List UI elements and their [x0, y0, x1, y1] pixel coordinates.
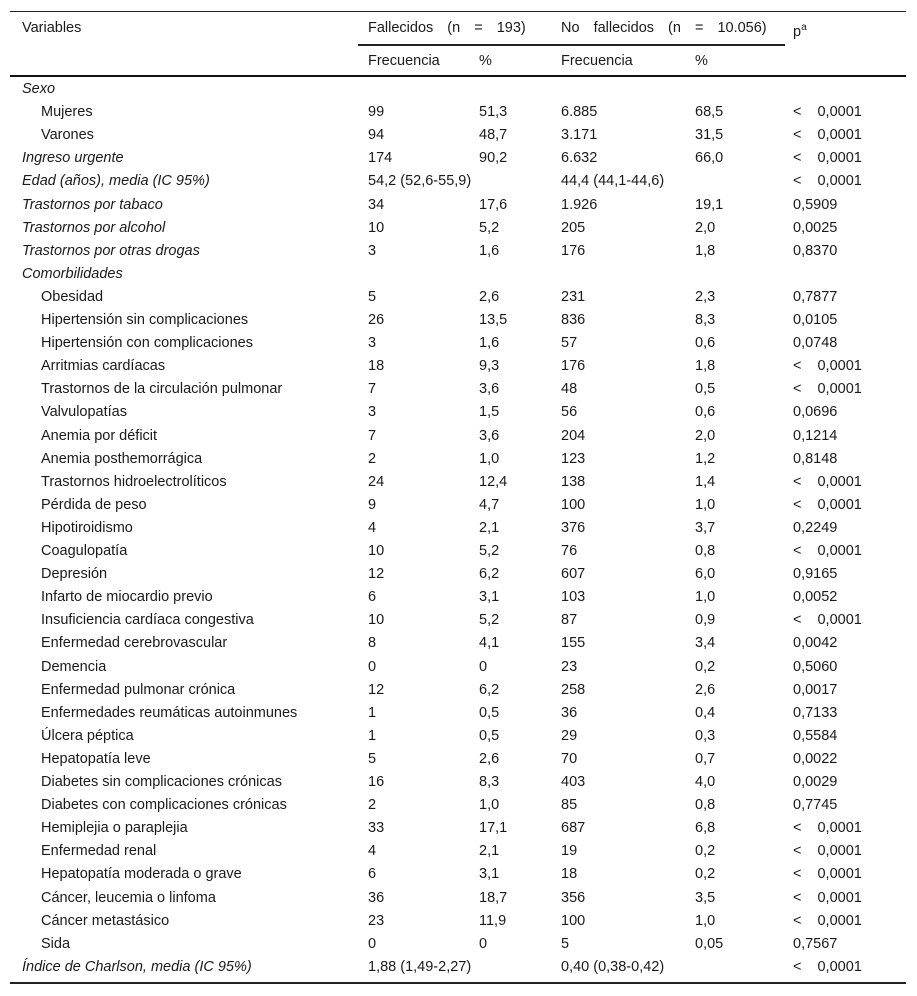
- alive-frequency: 19: [561, 843, 578, 860]
- dead-percent: 0: [479, 935, 488, 952]
- dead-percent: 5,2: [479, 543, 500, 559]
- dead-frequency: 36: [368, 889, 385, 906]
- dead-frequency: 5: [368, 750, 377, 767]
- dead-percent: 4,1: [479, 635, 500, 652]
- alive-frequency: 356: [561, 889, 586, 906]
- table-row: [10, 540, 906, 563]
- variable-label: Infarto de miocardio previo: [41, 589, 213, 606]
- dead-frequency: 10: [368, 543, 385, 559]
- alive-frequency: 36: [561, 704, 578, 721]
- dead-frequency: 7: [368, 427, 377, 444]
- dead-frequency: 10: [368, 219, 385, 236]
- variable-label: Anemia por déficit: [41, 427, 158, 444]
- dead-percent: 3,1: [479, 589, 500, 606]
- alive-frequency: 5: [561, 935, 570, 952]
- header-bottom-rule: [10, 75, 906, 77]
- table-row: [10, 517, 906, 540]
- p-value: < 0,0001: [793, 173, 862, 190]
- alive-frequency: 176: [561, 358, 586, 375]
- dead-frequency: 24: [368, 473, 385, 490]
- alive-frequency: 6.632: [561, 150, 598, 167]
- dead-percent: 1,0: [479, 450, 500, 467]
- table-row: [10, 956, 906, 979]
- table-row: [10, 263, 906, 286]
- table-row: [10, 240, 906, 263]
- dead-percent: 5,2: [479, 219, 500, 236]
- alive-frequency: 3.171: [561, 127, 598, 144]
- p-value: < 0,0001: [793, 104, 862, 121]
- table-row: [10, 494, 906, 517]
- dead-percent: 3,6: [479, 427, 500, 444]
- alive-percent: 2,0: [695, 427, 716, 444]
- table-row: [10, 632, 906, 655]
- p-value: < 0,0001: [793, 866, 862, 883]
- table-row: [10, 378, 906, 401]
- alive-frequency: 0,40 (0,38-0,42): [561, 958, 665, 975]
- p-value: 0,0105: [793, 312, 838, 328]
- header-freq-dead: Frecuencia: [368, 53, 440, 69]
- dead-percent: 18,7: [479, 889, 508, 906]
- alive-percent: 0,2: [695, 658, 716, 675]
- alive-frequency: 100: [561, 496, 586, 513]
- dead-frequency: 54,2 (52,6-55,9): [368, 173, 472, 190]
- alive-percent: 1,4: [695, 473, 716, 490]
- alive-percent: 68,5: [695, 104, 724, 121]
- variable-label: Ingreso urgente: [22, 150, 124, 167]
- table-row: [10, 147, 906, 170]
- table-row: [10, 586, 906, 609]
- table-row: [10, 725, 906, 748]
- table-row: [10, 124, 906, 147]
- table-row: [10, 78, 906, 101]
- variable-label: Hipertensión con complicaciones: [41, 335, 253, 352]
- dead-percent: 1,6: [479, 242, 500, 259]
- dead-percent: 0: [479, 658, 488, 675]
- dead-percent: 6,2: [479, 681, 500, 698]
- alive-percent: 0,7: [695, 750, 716, 767]
- dead-percent: 51,3: [479, 104, 508, 121]
- dead-frequency: 99: [368, 104, 385, 121]
- dead-percent: 0,5: [479, 727, 500, 744]
- table-row: [10, 355, 906, 378]
- alive-frequency: 258: [561, 681, 586, 698]
- alive-frequency: 44,4 (44,1-44,6): [561, 173, 665, 190]
- dead-frequency: 94: [368, 127, 385, 144]
- variable-label: Hemiplejia o paraplejia: [41, 820, 188, 837]
- p-value: 0,0029: [793, 774, 838, 790]
- variable-label: Anemia posthemorrágica: [41, 450, 203, 467]
- dead-percent: 48,7: [479, 127, 508, 144]
- variable-label: Pérdida de peso: [41, 496, 147, 513]
- header-variables: Variables: [22, 20, 82, 36]
- alive-frequency: 56: [561, 404, 578, 421]
- p-value: 0,0022: [793, 750, 838, 767]
- table-row: [10, 332, 906, 355]
- header-group-rule: [358, 44, 785, 46]
- dead-frequency: 7: [368, 381, 377, 398]
- alive-percent: 1,8: [695, 358, 716, 375]
- p-value: < 0,0001: [793, 358, 862, 375]
- alive-percent: 0,8: [695, 797, 716, 814]
- p-value: 0,7877: [793, 288, 838, 305]
- table-row: [10, 425, 906, 448]
- table-row: [10, 563, 906, 586]
- header-pct-dead: %: [479, 53, 492, 69]
- alive-percent: 3,4: [695, 635, 716, 652]
- p-value: 0,0042: [793, 635, 838, 652]
- dead-frequency: 0: [368, 935, 377, 952]
- alive-percent: 6,0: [695, 566, 716, 583]
- dead-percent: 17,6: [479, 196, 508, 213]
- dead-percent: 2,6: [479, 750, 500, 767]
- alive-percent: 2,3: [695, 288, 716, 305]
- variable-label: Diabetes sin complicaciones crónicas: [41, 774, 282, 790]
- variable-label: Cáncer metastásico: [41, 912, 170, 929]
- dead-percent: 1,5: [479, 404, 500, 421]
- p-value: 0,5060: [793, 658, 838, 675]
- p-value: < 0,0001: [793, 150, 862, 167]
- alive-frequency: 70: [561, 750, 578, 767]
- dead-frequency: 0: [368, 658, 377, 675]
- variable-label: Trastornos por alcohol: [22, 219, 166, 236]
- alive-percent: 1,8: [695, 242, 716, 259]
- p-value: 0,9165: [793, 566, 838, 583]
- variable-label: Trastornos por tabaco: [22, 196, 163, 213]
- variable-label: Hipertensión sin complicaciones: [41, 312, 249, 328]
- header-freq-alive: Frecuencia: [561, 53, 633, 69]
- p-value: 0,8370: [793, 242, 838, 259]
- dead-percent: 90,2: [479, 150, 508, 167]
- variable-label: Sida: [41, 935, 71, 952]
- dead-percent: 8,3: [479, 774, 500, 790]
- dead-frequency: 8: [368, 635, 377, 652]
- table-row: [10, 817, 906, 840]
- p-value: 0,7133: [793, 704, 838, 721]
- dead-frequency: 18: [368, 358, 385, 375]
- dead-percent: 2,6: [479, 288, 500, 305]
- header-pct-alive: %: [695, 53, 708, 69]
- variable-label: Enfermedades reumáticas autoinmunes: [41, 704, 298, 721]
- table-row: [10, 910, 906, 933]
- alive-frequency: 403: [561, 774, 586, 790]
- variable-label: Diabetes con complicaciones crónicas: [41, 797, 287, 814]
- table-row: [10, 448, 906, 471]
- dead-percent: 12,4: [479, 473, 508, 490]
- variable-label: Varones: [41, 127, 94, 144]
- table-row: [10, 840, 906, 863]
- alive-percent: 1,0: [695, 589, 716, 606]
- table-bottom-rule: [10, 982, 906, 984]
- dead-percent: 6,2: [479, 566, 500, 583]
- alive-percent: 0,6: [695, 335, 716, 352]
- dead-percent: 2,1: [479, 519, 500, 536]
- variable-label: Cáncer, leucemia o linfoma: [41, 889, 216, 906]
- alive-frequency: 176: [561, 242, 586, 259]
- alive-percent: 2,0: [695, 219, 716, 236]
- p-value: 0,5584: [793, 727, 838, 744]
- variable-label: Hepatopatía moderada o grave: [41, 866, 242, 883]
- alive-percent: 0,5: [695, 381, 716, 398]
- table-row: [10, 217, 906, 240]
- table-row: [10, 286, 906, 309]
- header-group-alive: No fallecidos (n = 10.056): [561, 20, 767, 36]
- table-row: [10, 933, 906, 956]
- dead-percent: 5,2: [479, 612, 500, 629]
- dead-frequency: 3: [368, 335, 377, 352]
- table-row: [10, 309, 906, 332]
- dead-frequency: 6: [368, 589, 377, 606]
- dead-frequency: 1: [368, 704, 377, 721]
- table-row: [10, 194, 906, 217]
- variable-label: Enfermedad cerebrovascular: [41, 635, 228, 652]
- dead-percent: 2,1: [479, 843, 500, 860]
- p-value: < 0,0001: [793, 381, 862, 398]
- table-row: [10, 748, 906, 771]
- alive-frequency: 231: [561, 288, 586, 305]
- alive-frequency: 205: [561, 219, 586, 236]
- alive-percent: 0,2: [695, 866, 716, 883]
- dead-frequency: 9: [368, 496, 377, 513]
- dead-percent: 0,5: [479, 704, 500, 721]
- variable-label: Comorbilidades: [22, 265, 123, 282]
- dead-percent: 3,6: [479, 381, 500, 398]
- dead-frequency: 4: [368, 843, 377, 860]
- dead-frequency: 3: [368, 404, 377, 421]
- variable-label: Valvulopatías: [41, 404, 127, 421]
- p-value: < 0,0001: [793, 612, 862, 629]
- alive-frequency: 48: [561, 381, 578, 398]
- dead-percent: 1,6: [479, 335, 500, 352]
- alive-frequency: 1.926: [561, 196, 598, 213]
- alive-frequency: 836: [561, 312, 586, 328]
- variable-label: Coagulopatía: [41, 543, 128, 559]
- p-value: 0,1214: [793, 427, 838, 444]
- alive-percent: 4,0: [695, 774, 716, 790]
- header-p: [793, 18, 807, 42]
- table-row: [10, 702, 906, 725]
- variable-label: Arritmias cardíacas: [41, 358, 166, 375]
- alive-frequency: 123: [561, 450, 586, 467]
- alive-frequency: 204: [561, 427, 586, 444]
- table-row: [10, 794, 906, 817]
- alive-percent: 6,8: [695, 820, 716, 837]
- dead-frequency: 3: [368, 242, 377, 259]
- dead-frequency: 10: [368, 612, 385, 629]
- alive-frequency: 687: [561, 820, 586, 837]
- p-value: < 0,0001: [793, 127, 862, 144]
- variable-label: Demencia: [41, 658, 107, 675]
- dead-percent: 11,9: [479, 912, 507, 929]
- dead-frequency: 4: [368, 519, 377, 536]
- table-row: [10, 771, 906, 794]
- p-value: 0,8148: [793, 450, 838, 467]
- dead-frequency: 12: [368, 566, 385, 583]
- p-value: 0,5909: [793, 196, 838, 213]
- p-value: 0,0696: [793, 404, 838, 421]
- variable-label: Hepatopatía leve: [41, 750, 151, 767]
- dead-percent: 13,5: [479, 312, 508, 328]
- alive-frequency: 100: [561, 912, 586, 929]
- dead-frequency: 33: [368, 820, 385, 837]
- table-row: [10, 656, 906, 679]
- variable-label: Obesidad: [41, 288, 104, 305]
- alive-frequency: 85: [561, 797, 578, 814]
- alive-percent: 0,3: [695, 727, 716, 744]
- p-value: 0,7567: [793, 935, 838, 952]
- header-p-label: p: [793, 23, 802, 40]
- dead-percent: 1,0: [479, 797, 500, 814]
- variable-label: Úlcera péptica: [41, 727, 134, 744]
- p-value: < 0,0001: [793, 473, 862, 490]
- alive-frequency: 376: [561, 519, 586, 536]
- alive-percent: 0,8: [695, 543, 716, 559]
- header-p-footnote: a: [801, 22, 807, 33]
- p-value: 0,2249: [793, 519, 838, 536]
- dead-frequency: 6: [368, 866, 377, 883]
- table-row: [10, 101, 906, 124]
- p-value: < 0,0001: [793, 958, 862, 975]
- variable-label: Edad (años), media (IC 95%): [22, 173, 210, 190]
- alive-percent: 1,0: [695, 496, 716, 513]
- alive-frequency: 23: [561, 658, 578, 675]
- table-row: [10, 887, 906, 910]
- variable-label: Trastornos de la circulación pulmonar: [41, 381, 283, 398]
- table-row: [10, 863, 906, 886]
- alive-frequency: 87: [561, 612, 578, 629]
- p-value: 0,0052: [793, 589, 838, 606]
- p-value: 0,7745: [793, 797, 838, 814]
- dead-frequency: 12: [368, 681, 385, 698]
- alive-frequency: 138: [561, 473, 586, 490]
- variable-label: Índice de Charlson, media (IC 95%): [22, 958, 252, 975]
- dead-frequency: 34: [368, 196, 385, 213]
- variable-label: Enfermedad renal: [41, 843, 157, 860]
- alive-frequency: 57: [561, 335, 578, 352]
- dead-frequency: 16: [368, 774, 385, 790]
- dead-percent: 9,3: [479, 358, 500, 375]
- alive-frequency: 76: [561, 543, 578, 559]
- dead-frequency: 5: [368, 288, 377, 305]
- table-row: [10, 170, 906, 193]
- dead-percent: 17,1: [479, 820, 508, 837]
- p-value: 0,0748: [793, 335, 838, 352]
- alive-percent: 19,1: [695, 196, 724, 213]
- p-value: 0,0017: [793, 681, 838, 698]
- p-value: 0,0025: [793, 219, 838, 236]
- variable-label: Trastornos hidroelectrolíticos: [41, 473, 227, 490]
- alive-percent: 0,9: [695, 612, 716, 629]
- p-value: < 0,0001: [793, 496, 862, 513]
- dead-percent: 3,1: [479, 866, 500, 883]
- dead-frequency: 174: [368, 150, 393, 167]
- alive-frequency: 29: [561, 727, 578, 744]
- alive-percent: 31,5: [695, 127, 724, 144]
- alive-percent: 0,6: [695, 404, 716, 421]
- p-value: < 0,0001: [793, 843, 862, 860]
- alive-percent: 3,7: [695, 519, 716, 536]
- dead-frequency: 23: [368, 912, 385, 929]
- table-row: [10, 609, 906, 632]
- p-value: < 0,0001: [793, 820, 862, 837]
- alive-percent: 66,0: [695, 150, 724, 167]
- alive-frequency: 18: [561, 866, 578, 883]
- p-value: < 0,0001: [793, 543, 862, 559]
- alive-percent: 2,6: [695, 681, 716, 698]
- dead-frequency: 26: [368, 312, 385, 328]
- alive-frequency: 6.885: [561, 104, 598, 121]
- dead-frequency: 1: [368, 727, 377, 744]
- dead-frequency: 2: [368, 450, 377, 467]
- p-value: < 0,0001: [793, 889, 862, 906]
- alive-percent: 1,2: [695, 450, 716, 467]
- variable-label: Hipotiroidismo: [41, 519, 133, 536]
- alive-percent: 3,5: [695, 889, 716, 906]
- table-row: [10, 471, 906, 494]
- variable-label: Insuficiencia cardíaca congestiva: [41, 612, 254, 629]
- variable-label: Sexo: [22, 81, 56, 97]
- variable-label: Enfermedad pulmonar crónica: [41, 681, 236, 698]
- alive-frequency: 103: [561, 589, 586, 606]
- alive-percent: 0,05: [695, 935, 724, 952]
- alive-percent: 8,3: [695, 312, 716, 328]
- alive-frequency: 607: [561, 566, 586, 583]
- alive-percent: 0,4: [695, 704, 716, 721]
- header-group-dead: Fallecidos (n = 193): [368, 20, 526, 36]
- dead-frequency: 2: [368, 797, 377, 814]
- dead-percent: 4,7: [479, 496, 500, 513]
- table-top-rule: [10, 11, 906, 12]
- table-row: [10, 679, 906, 702]
- alive-frequency: 155: [561, 635, 586, 652]
- variable-label: Trastornos por otras drogas: [22, 242, 200, 259]
- alive-percent: 0,2: [695, 843, 716, 860]
- variable-label: Depresión: [41, 566, 108, 583]
- table-row: [10, 401, 906, 424]
- variable-label: Mujeres: [41, 104, 93, 121]
- alive-percent: 1,0: [695, 912, 716, 929]
- dead-frequency: 1,88 (1,49-2,27): [368, 958, 472, 975]
- p-value: < 0,0001: [793, 912, 862, 929]
